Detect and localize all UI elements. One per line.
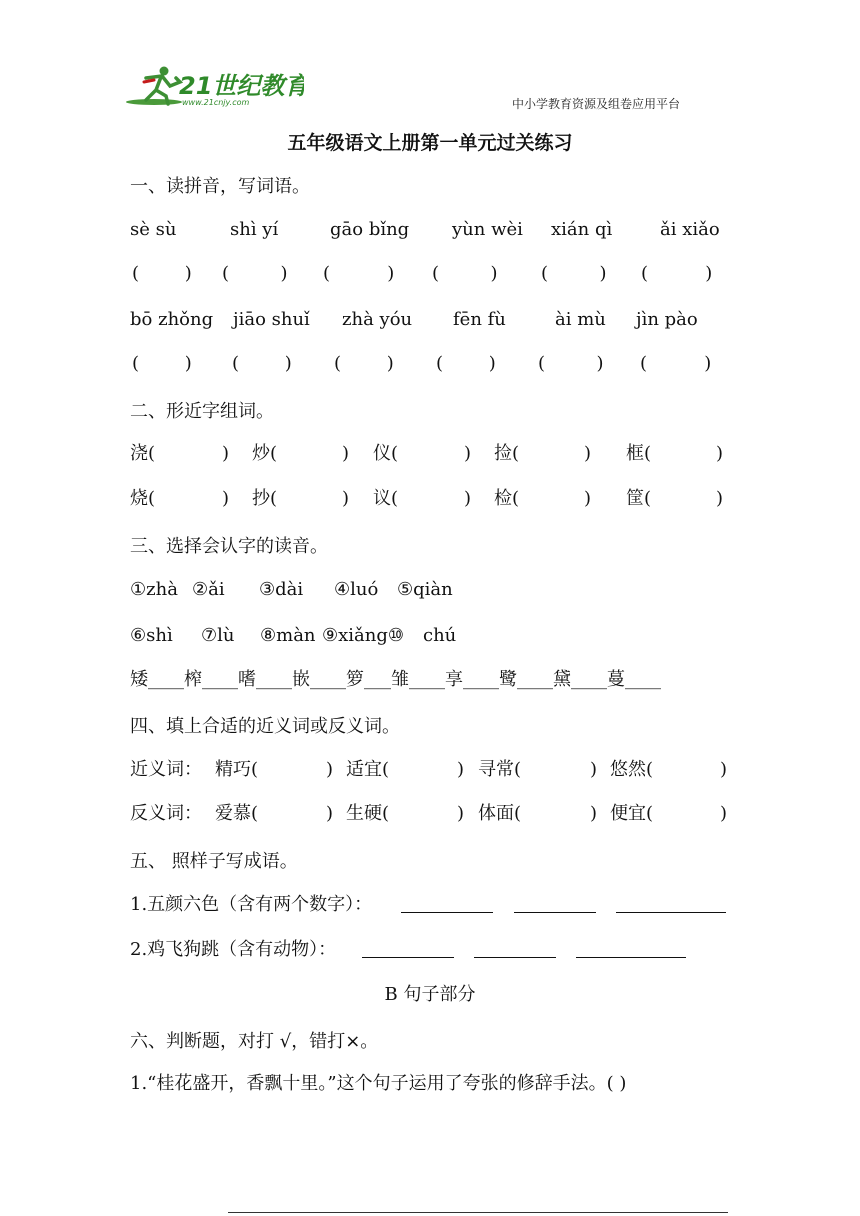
blank-line[interactable]: ____: [517, 669, 553, 690]
char-item: 雏: [391, 669, 409, 690]
pinyin-item: ǎi xiǎo: [660, 219, 720, 240]
blank-line[interactable]: [616, 912, 726, 913]
char-item: 捡(: [494, 443, 520, 464]
reading-option: ④luó: [334, 579, 379, 600]
pinyin-item: bō zhǒng: [130, 309, 214, 330]
logo-url: www.21cnjy.com: [182, 98, 250, 107]
pinyin-item: fēn fù: [453, 309, 506, 330]
close-paren: ): [464, 443, 472, 464]
close-paren: ): [464, 488, 472, 509]
char-item: 嵌: [292, 669, 310, 690]
char-item: 享: [445, 669, 463, 690]
close-paren: ): [716, 443, 724, 464]
reading-option: ⑥shì: [130, 625, 173, 646]
answer-blank[interactable]: ( ): [323, 263, 395, 284]
idiom-item-1: 1.五颜六色（含有两个数字）：: [130, 894, 373, 915]
word-item: 适宜(: [346, 759, 390, 780]
char-item: 检(: [494, 488, 520, 509]
blank-line[interactable]: ____: [409, 669, 445, 690]
char-item: 榨: [184, 669, 202, 690]
close-paren: ): [222, 488, 230, 509]
fill-char-row: [130, 668, 661, 692]
blank-line[interactable]: ____: [625, 669, 661, 690]
char-item: 浇(: [130, 443, 156, 464]
answer-blank[interactable]: ( ): [640, 353, 712, 374]
platform-subtitle: 中小学教育资源及组卷应用平台: [512, 97, 681, 111]
blank-line[interactable]: ____: [256, 669, 292, 690]
close-paren: ): [590, 803, 598, 824]
word-item: 生硬(: [346, 803, 390, 824]
close-paren: ): [342, 443, 350, 464]
section-2-heading: 二、形近字组词。: [130, 401, 274, 422]
close-paren: ): [457, 759, 465, 780]
reading-option: ⑧màn: [260, 625, 316, 646]
page-title: 五年级语文上册第一单元过关练习: [287, 132, 573, 154]
char-item: 炒(: [252, 443, 278, 464]
char-item: 议(: [373, 488, 399, 509]
pinyin-item: jiāo shuǐ: [233, 309, 310, 330]
char-item: 框(: [626, 443, 652, 464]
char-item: 蔓: [607, 669, 625, 690]
blank-line[interactable]: [401, 912, 493, 913]
char-item: 嗜: [238, 669, 256, 690]
char-item: 抄(: [252, 488, 278, 509]
section-1-heading: 一、读拼音，写词语。: [130, 176, 310, 197]
blank-line[interactable]: [514, 912, 596, 913]
char-item: 矮: [130, 669, 148, 690]
word-item: 寻常(: [478, 759, 522, 780]
char-item: 筐(: [626, 488, 652, 509]
footer-divider: [228, 1212, 728, 1213]
blank-line[interactable]: ____: [463, 669, 499, 690]
reading-option: ③dài: [259, 579, 304, 600]
close-paren: ): [222, 443, 230, 464]
blank-line[interactable]: ____: [202, 669, 238, 690]
synonym-label: 近义词：: [130, 759, 202, 780]
pinyin-item: sè sù: [130, 219, 177, 240]
answer-blank[interactable]: ( ): [538, 353, 604, 374]
close-paren: ): [584, 488, 592, 509]
word-item: 悠然(: [610, 759, 654, 780]
char-item: 鹭: [499, 669, 517, 690]
word-item: 精巧(: [215, 759, 259, 780]
answer-blank[interactable]: ( ): [132, 263, 192, 284]
blank-line[interactable]: [576, 957, 686, 958]
char-item: 黛: [553, 669, 571, 690]
section-6-heading: 六、判断题，对打 √，错打×。: [130, 1031, 379, 1052]
answer-blank[interactable]: ( ): [432, 263, 498, 284]
close-paren: ): [584, 443, 592, 464]
close-paren: ): [720, 803, 728, 824]
pinyin-item: gāo bǐng: [330, 219, 410, 240]
logo-text: 21世纪教育: [179, 72, 304, 100]
word-item: 爱慕(: [215, 803, 259, 824]
answer-blank[interactable]: ( ): [541, 263, 607, 284]
idiom-item-2: 2.鸡飞狗跳（含有动物）：: [130, 939, 337, 960]
reading-option: ⑦lù: [201, 625, 235, 646]
char-item: 箩: [346, 669, 364, 690]
answer-blank[interactable]: ( ): [232, 353, 292, 374]
pinyin-item: xián qì: [551, 219, 613, 240]
close-paren: ): [716, 488, 724, 509]
section-5-heading: 五、 照样子写成语。: [130, 851, 298, 872]
blank-line[interactable]: ___: [364, 669, 391, 690]
antonym-label: 反义词：: [130, 803, 202, 824]
reading-option: ②ǎi: [192, 579, 225, 600]
blank-line[interactable]: [362, 957, 454, 958]
answer-blank[interactable]: ( ): [334, 353, 394, 374]
blank-line[interactable]: ____: [310, 669, 346, 690]
blank-line[interactable]: [474, 957, 556, 958]
word-item: 体面(: [478, 803, 522, 824]
pinyin-item: ài mù: [555, 309, 606, 330]
section-4-heading: 四、填上合适的近义词或反义词。: [130, 716, 400, 737]
char-item: 仪(: [373, 443, 399, 464]
close-paren: ): [720, 759, 728, 780]
reading-option: ①zhà: [130, 579, 178, 600]
close-paren: ): [342, 488, 350, 509]
answer-blank[interactable]: ( ): [641, 263, 713, 284]
reading-option: chú: [423, 625, 457, 646]
judgement-item-1: 1.“桂花盛开，香飘十里。”这个句子运用了夸张的修辞手法。( ): [130, 1073, 627, 1094]
char-item: 烧(: [130, 488, 156, 509]
close-paren: ): [590, 759, 598, 780]
pinyin-item: jìn pào: [636, 309, 698, 330]
reading-option: ⑤qiàn: [397, 579, 453, 600]
blank-line[interactable]: ____: [148, 669, 184, 690]
word-item: 便宜(: [610, 803, 654, 824]
reading-option: ⑨xiǎng⑩: [322, 625, 405, 646]
section-3-heading: 三、选择会认字的读音。: [130, 536, 328, 557]
logo: [124, 64, 304, 110]
pinyin-item: shì yí: [230, 219, 279, 240]
pinyin-item: yùn wèi: [452, 219, 523, 240]
pinyin-item: zhà yóu: [342, 309, 413, 330]
answer-blank[interactable]: ( ): [222, 263, 288, 284]
close-paren: ): [326, 803, 334, 824]
close-paren: ): [326, 759, 334, 780]
answer-blank[interactable]: ( ): [132, 353, 192, 374]
part-b-title: B 句子部分: [384, 984, 476, 1005]
answer-blank[interactable]: ( ): [436, 353, 496, 374]
close-paren: ): [457, 803, 465, 824]
blank-line[interactable]: ____: [571, 669, 607, 690]
